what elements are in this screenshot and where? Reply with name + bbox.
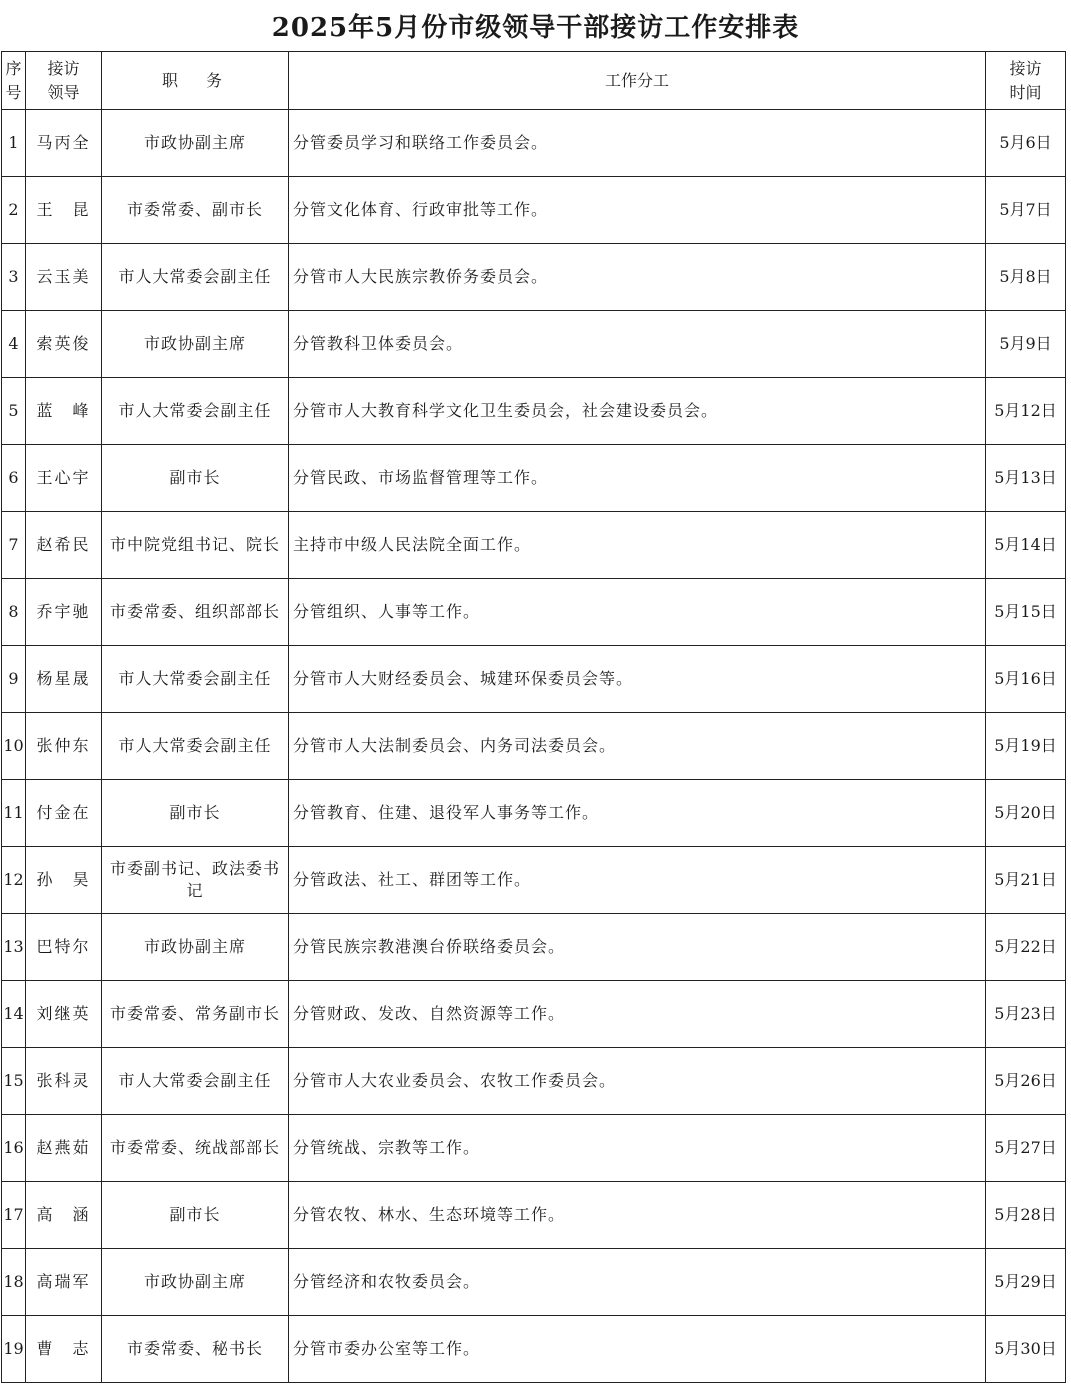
row-seq: 13 (2, 914, 26, 981)
schedule-table (1, 51, 1066, 1383)
row-position: 市委常委、组织部部长 (102, 579, 289, 646)
table-header-row (2, 52, 1066, 110)
row-seq: 4 (2, 311, 26, 378)
row-leader-name: 高瑞军 (26, 1249, 102, 1316)
header-time (986, 52, 1066, 110)
row-duty: 分管经济和农牧委员会。 (289, 1249, 986, 1316)
row-visit-date: 5月27日 (986, 1115, 1066, 1182)
row-position: 市委常委、统战部部长 (102, 1115, 289, 1182)
row-leader-name: 付金在 (26, 780, 102, 847)
page-title: 2025年5月份市级领导干部接访工作安排表 (271, 12, 800, 43)
row-duty: 主持市中级人民法院全面工作。 (289, 512, 986, 579)
row-seq: 16 (2, 1115, 26, 1182)
row-position: 市人大常委会副主任 (102, 244, 289, 311)
row-duty: 分管市委办公室等工作。 (289, 1316, 986, 1383)
row-duty: 分管文化体育、行政审批等工作。 (289, 177, 986, 244)
row-duty: 分管教育、住建、退役军人事务等工作。 (289, 780, 986, 847)
row-position: 市委常委、秘书长 (102, 1316, 289, 1383)
table-row (2, 981, 1066, 1048)
row-visit-date: 5月12日 (986, 378, 1066, 445)
row-leader-name: 蓝 峰 (26, 378, 102, 445)
row-position: 市政协副主席 (102, 110, 289, 177)
table-row (2, 177, 1066, 244)
header-leader (26, 52, 102, 110)
row-duty: 分管民族宗教港澳台侨联络委员会。 (289, 914, 986, 981)
table-row (2, 1182, 1066, 1249)
row-seq: 10 (2, 713, 26, 780)
row-leader-name: 王心宇 (26, 445, 102, 512)
row-leader-name: 赵希民 (26, 512, 102, 579)
row-position: 市委常委、副市长 (102, 177, 289, 244)
table-row (2, 512, 1066, 579)
row-leader-name: 索英俊 (26, 311, 102, 378)
row-seq: 3 (2, 244, 26, 311)
row-position: 副市长 (102, 780, 289, 847)
table-row (2, 244, 1066, 311)
row-leader-name: 曹 志 (26, 1316, 102, 1383)
row-leader-name: 乔宇驰 (26, 579, 102, 646)
table-row (2, 847, 1066, 914)
row-position: 市委常委、常务副市长 (102, 981, 289, 1048)
row-seq: 2 (2, 177, 26, 244)
row-leader-name: 杨星晟 (26, 646, 102, 713)
row-visit-date: 5月30日 (986, 1316, 1066, 1383)
table-row (2, 646, 1066, 713)
header-duty: 工作分工 (289, 52, 986, 110)
row-duty: 分管统战、宗教等工作。 (289, 1115, 986, 1182)
table-row (2, 110, 1066, 177)
table-row (2, 1115, 1066, 1182)
row-seq: 6 (2, 445, 26, 512)
row-duty: 分管组织、人事等工作。 (289, 579, 986, 646)
row-position: 市人大常委会副主任 (102, 713, 289, 780)
row-visit-date: 5月29日 (986, 1249, 1066, 1316)
row-leader-name: 云玉美 (26, 244, 102, 311)
row-duty: 分管市人大农业委员会、农牧工作委员会。 (289, 1048, 986, 1115)
table-row (2, 1249, 1066, 1316)
row-duty: 分管委员学习和联络工作委员会。 (289, 110, 986, 177)
table-row (2, 579, 1066, 646)
row-seq: 19 (2, 1316, 26, 1383)
row-seq: 11 (2, 780, 26, 847)
row-seq: 8 (2, 579, 26, 646)
row-position: 市政协副主席 (102, 914, 289, 981)
row-seq: 9 (2, 646, 26, 713)
row-visit-date: 5月8日 (986, 244, 1066, 311)
row-duty: 分管市人大民族宗教侨务委员会。 (289, 244, 986, 311)
row-visit-date: 5月28日 (986, 1182, 1066, 1249)
row-position: 市人大常委会副主任 (102, 1048, 289, 1115)
row-leader-name: 赵燕茹 (26, 1115, 102, 1182)
row-visit-date: 5月21日 (986, 847, 1066, 914)
row-visit-date: 5月20日 (986, 780, 1066, 847)
row-leader-name: 孙 昊 (26, 847, 102, 914)
row-leader-name: 巴特尔 (26, 914, 102, 981)
row-visit-date: 5月9日 (986, 311, 1066, 378)
row-duty: 分管市人大教育科学文化卫生委员会，社会建设委员会。 (289, 378, 986, 445)
row-seq: 18 (2, 1249, 26, 1316)
row-position: 市政协副主席 (102, 311, 289, 378)
row-position: 副市长 (102, 1182, 289, 1249)
table-row (2, 311, 1066, 378)
row-position: 市中院党组书记、院长 (102, 512, 289, 579)
row-seq: 7 (2, 512, 26, 579)
row-leader-name: 王 昆 (26, 177, 102, 244)
table-row (2, 780, 1066, 847)
row-visit-date: 5月13日 (986, 445, 1066, 512)
row-seq: 5 (2, 378, 26, 445)
header-seq (2, 52, 26, 110)
row-leader-name: 刘继英 (26, 981, 102, 1048)
table-row (2, 378, 1066, 445)
row-visit-date: 5月16日 (986, 646, 1066, 713)
row-duty: 分管农牧、林水、生态环境等工作。 (289, 1182, 986, 1249)
row-duty: 分管政法、社工、群团等工作。 (289, 847, 986, 914)
table-row (2, 713, 1066, 780)
row-position: 副市长 (102, 445, 289, 512)
header-leader-label: 接访领导 (47, 58, 80, 102)
header-position: 职 务 (102, 52, 289, 110)
table-row (2, 445, 1066, 512)
row-visit-date: 5月22日 (986, 914, 1066, 981)
table-row (2, 914, 1066, 981)
row-duty: 分管教科卫体委员会。 (289, 311, 986, 378)
row-seq: 14 (2, 981, 26, 1048)
row-seq: 1 (2, 110, 26, 177)
row-position: 市政协副主席 (102, 1249, 289, 1316)
header-seq-label: 序号 (5, 58, 22, 102)
row-seq: 12 (2, 847, 26, 914)
row-visit-date: 5月6日 (986, 110, 1066, 177)
row-duty: 分管民政、市场监督管理等工作。 (289, 445, 986, 512)
row-seq: 15 (2, 1048, 26, 1115)
row-duty: 分管财政、发改、自然资源等工作。 (289, 981, 986, 1048)
row-visit-date: 5月14日 (986, 512, 1066, 579)
row-leader-name: 高 涵 (26, 1182, 102, 1249)
row-visit-date: 5月19日 (986, 713, 1066, 780)
row-leader-name: 张仲东 (26, 713, 102, 780)
row-seq: 17 (2, 1182, 26, 1249)
row-visit-date: 5月26日 (986, 1048, 1066, 1115)
header-time-label: 接访时间 (1009, 58, 1042, 102)
row-leader-name: 马丙全 (26, 110, 102, 177)
row-leader-name: 张科灵 (26, 1048, 102, 1115)
table-row (2, 1048, 1066, 1115)
row-visit-date: 5月15日 (986, 579, 1066, 646)
table-row (2, 1316, 1066, 1383)
row-duty: 分管市人大财经委员会、城建环保委员会等。 (289, 646, 986, 713)
row-visit-date: 5月23日 (986, 981, 1066, 1048)
row-position: 市委副书记、政法委书记 (102, 847, 289, 914)
row-position: 市人大常委会副主任 (102, 378, 289, 445)
row-position: 市人大常委会副主任 (102, 646, 289, 713)
row-visit-date: 5月7日 (986, 177, 1066, 244)
row-duty: 分管市人大法制委员会、内务司法委员会。 (289, 713, 986, 780)
